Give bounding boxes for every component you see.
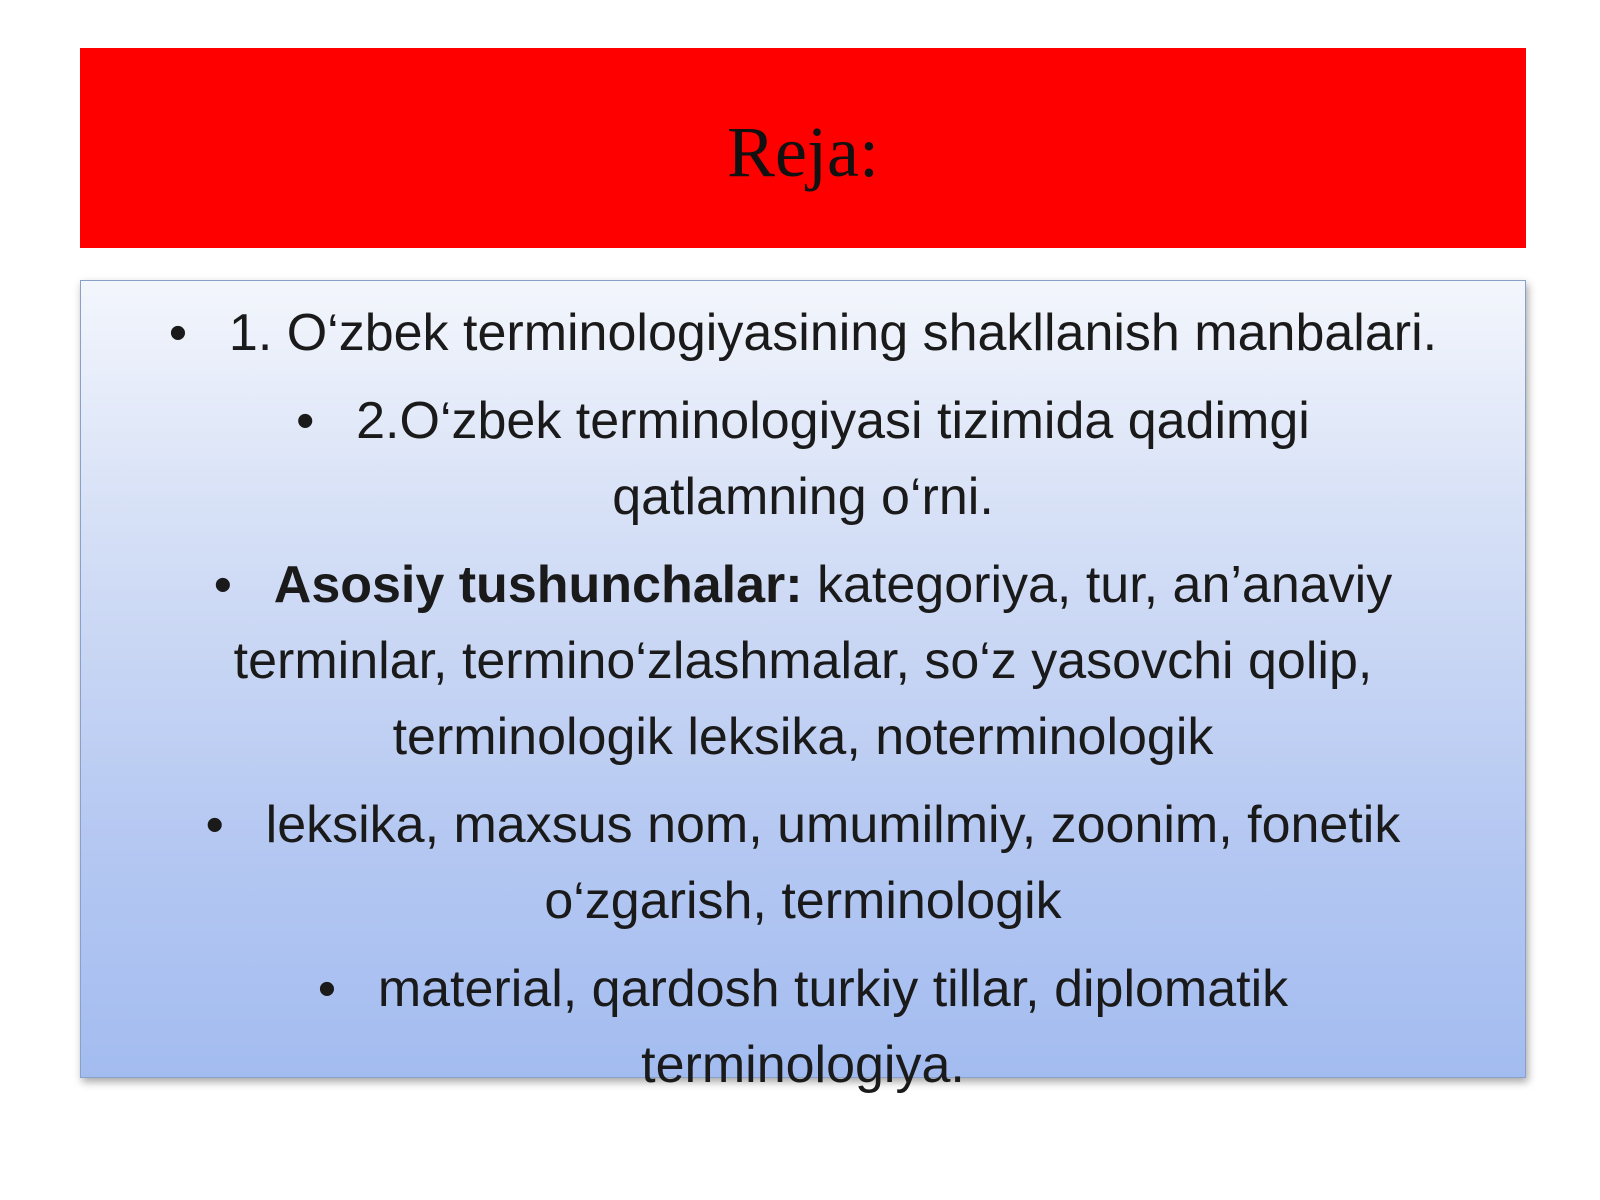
bullet-marker: • <box>317 960 337 1018</box>
slide-content-box <box>80 280 1526 1094</box>
bullet-text: 1. O‘zbek terminologiyasining shakllanish manbalari. <box>228 304 1438 362</box>
bullet-marker: • <box>205 796 224 854</box>
bullet-text: material, qardosh turkiy tillar, diplomatik terminologiya. <box>377 960 1289 1094</box>
bullet-text: kategoriya, tur, an’anaviy terminlar, termino‘zlashmalar, so‘z yasovchi qolip, terminologik leksika, noterminologik <box>233 556 1393 766</box>
bullet-text: 2.O‘zbek terminologiyasi tizimida qadimgi qatlamning o‘rni. <box>356 392 1310 526</box>
bullet-item-2 <box>81 383 1525 535</box>
bullet-marker: • <box>213 556 232 614</box>
bullet-marker: • <box>296 392 315 450</box>
slide-title-bar <box>80 48 1526 248</box>
bullet-item-3 <box>81 547 1525 775</box>
bullet-text: leksika, maxsus nom, umumilmiy, zoonim, fonetik o‘zgarish, terminologik <box>265 796 1401 930</box>
bullet-list <box>81 295 1525 1115</box>
slide-title: Reja: <box>727 111 879 192</box>
bullet-item-5 <box>81 951 1525 1103</box>
bullet-marker: • <box>168 304 188 362</box>
bullet-bold-label: Asosiy tushunchalar: <box>273 556 803 614</box>
bullet-item-4 <box>81 787 1525 939</box>
bullet-item-1 <box>81 295 1525 371</box>
